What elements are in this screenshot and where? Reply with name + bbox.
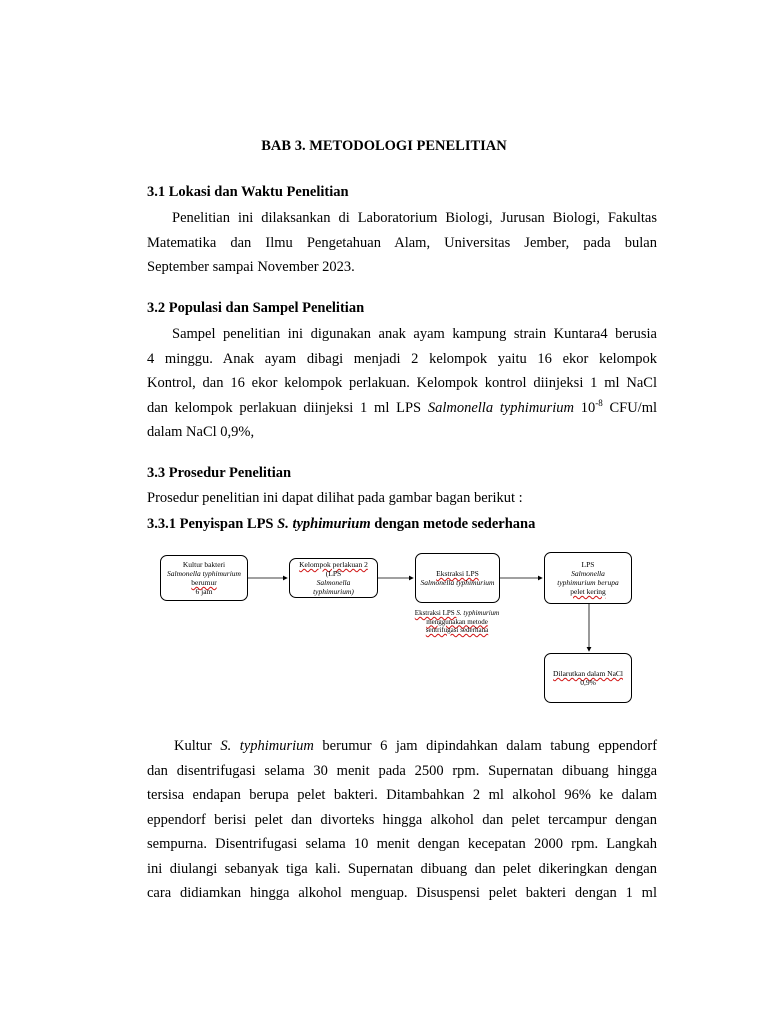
flow-box-dilarutkan-nacl: Dilarutkan dalam NaCl 0,9% (544, 653, 632, 703)
section-3-1-paragraph (147, 206, 657, 280)
exponent: -8 (595, 397, 603, 408)
procedure-paragraph (147, 734, 657, 906)
section-3-3-1-title: 3.3.1 Penyispan LPS S. typhimurium dengan metode sederhana (147, 516, 536, 532)
chapter-title: BAB 3. METODOLOGI PENELITIAN (261, 138, 507, 154)
species-name: Salmonella typhimurium (427, 399, 574, 416)
section-3-1-title: 3.1 Lokasi dan Waktu Penelitian (147, 184, 349, 200)
paragraph-line: Penelitian ini dilaksankan di Laboratorium Biologi, Jurusan Biologi, Fakultas (172, 210, 657, 226)
paragraph-line: dan kelompok perlakuan diinjeksi 1 ml LPS Salmonella typhimurium $10^{-8}$ CFU/ml (147, 397, 657, 416)
paragraph-line: Matematika dan Ilmu Pengetahuan Alam, Universitas Jember, pada bulan (147, 234, 657, 251)
paragraph-line: dalam NaCl 0,9%, (147, 424, 255, 440)
flow-box-lps-pelet-kering: LPS Salmonella typhimurium berupa pelet kering (544, 552, 632, 604)
paragraph-line: Sampel penelitian ini digunakan anak ayam kampung strain Kuntara4 berusia (172, 326, 657, 342)
flow-note-ekstraksi: Ekstraksi LPS S. typhimurium menggunakan metode sentrifugasi sederhana (414, 609, 500, 634)
flow-box-ekstraksi-lps: Ekstraksi LPS Salmonella typhimurium (415, 553, 500, 603)
species-name: S. typhimurium (277, 516, 371, 532)
paragraph-line: cara didiamkan hingga alkohol menguap. Disuspensi pelet bakteri dengan 1 ml (147, 885, 657, 901)
section-3-2-title: 3.2 Populasi dan Sampel Penelitian (147, 300, 365, 316)
paragraph-line: tersisa endapan berupa pelet bakteri. Ditambahkan 2 ml alkohol 96% ke dalam (147, 787, 657, 803)
paragraph-line: 4 minggu. Anak ayam dibagi menjadi 2 kelompok yaitu 16 ekor kelompok (147, 350, 657, 367)
section-3-3-title: 3.3 Prosedur Penelitian (147, 465, 292, 481)
paragraph-line: Kontrol, dan 16 ekor kelompok perlakuan. Kelompok kontrol diinjeksi 1 ml NaCl (147, 375, 657, 391)
species-name: Salmonella typhimurium (420, 578, 495, 587)
procedure-flowchart (148, 548, 638, 708)
paragraph-line: ini diulangi sebanyak tiga kali. Supernatan dibuang dan pelet dikeringkan dengan (147, 860, 657, 877)
paragraph-line: Kultur S. typhimurium berumur 6 jam dipindahkan dalam tabung eppendorf (174, 738, 658, 754)
species-name: Salmonella typhimurium (167, 569, 241, 578)
species-name: S. typhimurium (220, 738, 314, 754)
flow-box-kultur-bakteri: Kultur bakteri Salmonella typhimurium berumur 6 jam (160, 555, 248, 601)
flow-box-kelompok-perlakuan: Kelompok perlakuan 2 (LPS Salmonella typhimurium) (289, 558, 378, 598)
section-3-2-paragraph (147, 322, 657, 445)
section-3-3-intro: Prosedur penelitian ini dapat dilihat pada gambar bagan berikut : (147, 490, 523, 506)
paragraph-line: sempurna. Disentrifugasi selama 10 menit dengan kecepatan 2000 rpm. Langkah (147, 836, 657, 852)
paragraph-line: dan disentrifugasi selama 30 menit pada 2500 rpm. Supernatan dibuang hingga (147, 762, 657, 779)
paragraph-line: September sampai November 2023. (147, 259, 355, 275)
paragraph-line: eppendorf berisi pelet dan divorteks hingga alkohol dan pelet tercampur dengan (147, 811, 657, 828)
